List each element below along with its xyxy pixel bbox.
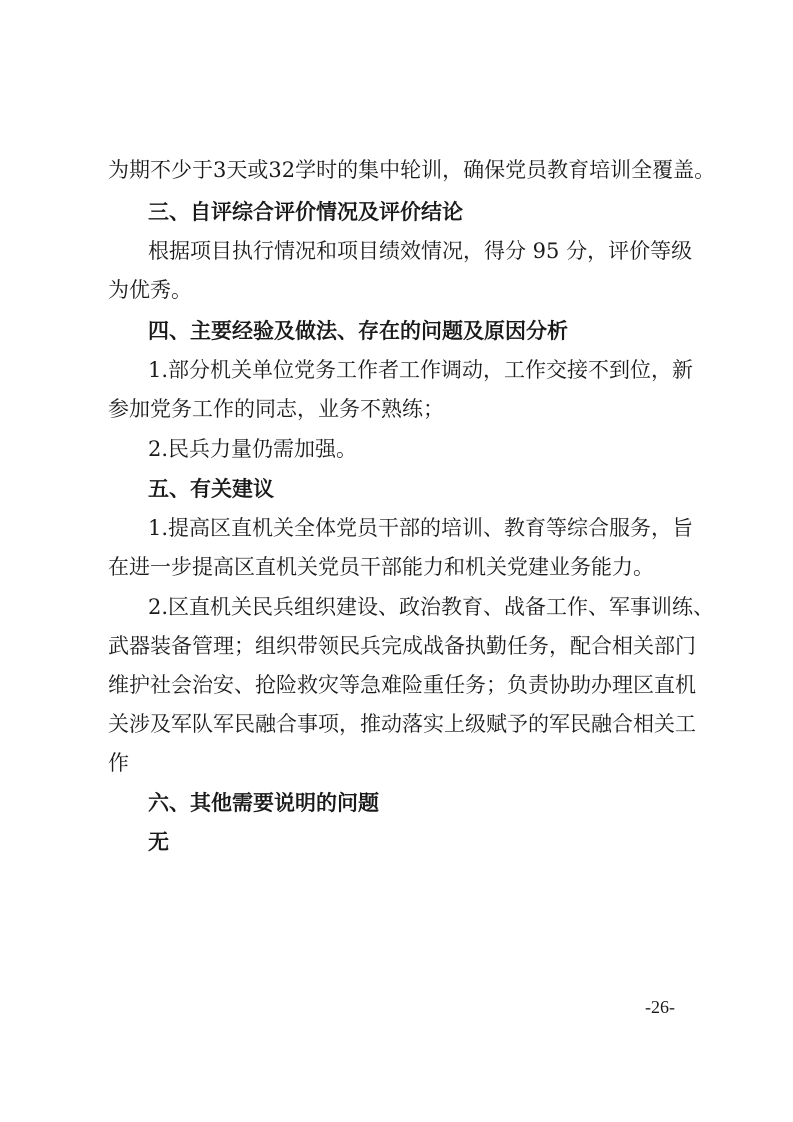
paragraph-line: 为优秀。 [108, 278, 192, 302]
paragraph-line: 2.区直机关民兵组织建设、政治教育、战备工作、军事训练、 [148, 595, 715, 619]
paragraph-line: 2.民兵力量仍需加强。 [148, 437, 358, 461]
paragraph-line: 在进一步提高区直机关党员干部能力和机关党建业务能力。 [108, 555, 654, 579]
paragraph-line: 1.部分机关单位党务工作者工作调动，工作交接不到位，新 [148, 358, 694, 382]
section-heading-6: 六、其他需要说明的问题 [148, 791, 379, 815]
page-number: -26- [645, 997, 675, 1017]
paragraph-line: 关涉及军队军民融合事项，推动落实上级赋予的军民融合相关工 [108, 712, 696, 736]
paragraph-line: 根据项目执行情况和项目绩效情况，得分 95 分，评价等级 [148, 239, 693, 263]
paragraph-line: 武器装备管理；组织带领民兵完成战备执勤任务，配合相关部门 [108, 634, 696, 658]
paragraph-line: 参加党务工作的同志，业务不熟练； [108, 397, 444, 421]
paragraph-line: 作 [108, 751, 129, 775]
section-heading-3: 三、自评综合评价情况及评价结论 [148, 200, 463, 224]
section-heading-5: 五、有关建议 [148, 477, 274, 501]
paragraph-line: 1.提高区直机关全体党员干部的培训、教育等综合服务，旨 [148, 516, 694, 540]
section-heading-4: 四、主要经验及做法、存在的问题及原因分析 [148, 319, 568, 343]
paragraph-line: 维护社会治安、抢险救灾等急难险重任务；负责协助办理区直机 [108, 673, 696, 697]
section-content-none: 无 [148, 830, 169, 854]
paragraph-line: 为期不少于3天或32学时的集中轮训，确保党员教育培训全覆盖。 [108, 158, 716, 182]
